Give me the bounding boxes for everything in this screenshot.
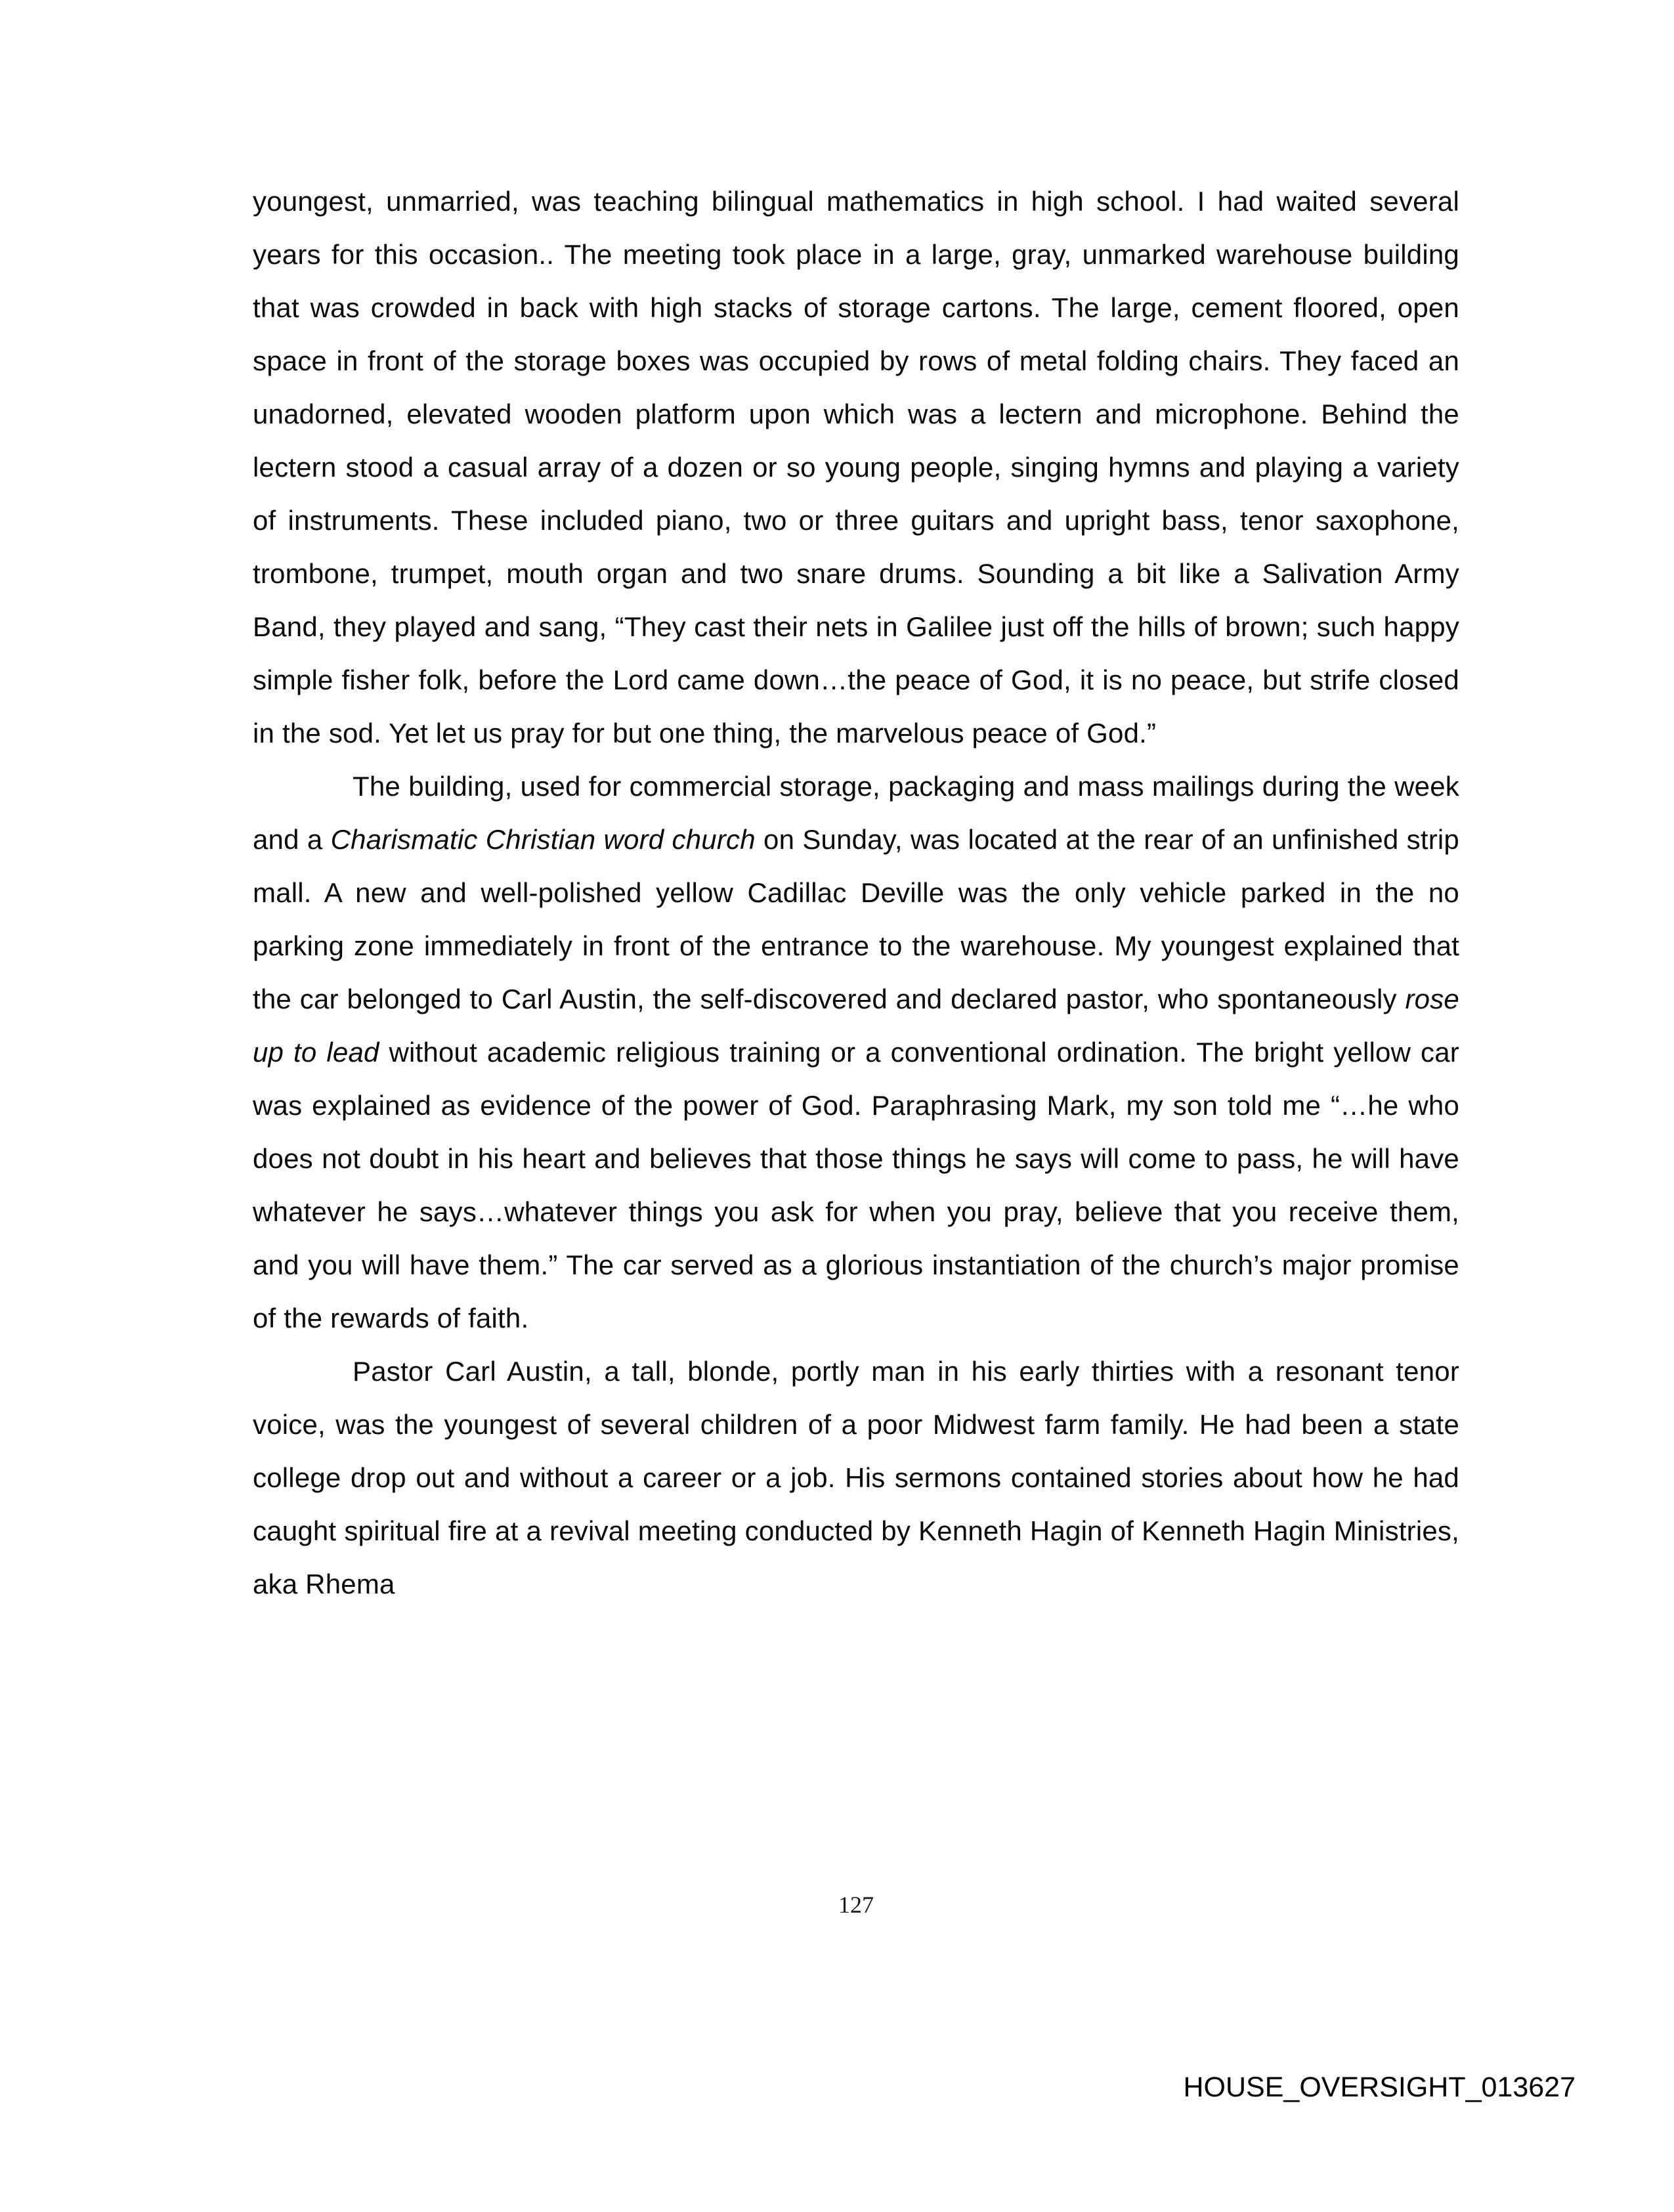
paragraph-2-italic-phrase-2: rose up to lead <box>253 984 1459 1068</box>
page-number: 127 <box>838 1892 874 1918</box>
paragraph-1 <box>253 175 1459 760</box>
paragraph-2-text-a: The building, used for commercial storage, packaging and mass mailings during the week and a <box>253 771 1459 855</box>
paragraph-2-italic-phrase-1: Charismatic Christian word church <box>330 824 756 855</box>
bates-number: HOUSE_OVERSIGHT_013627 <box>1183 2071 1576 2103</box>
paragraph-3 <box>253 1345 1459 1611</box>
paragraph-1-text: youngest, unmarried, was teaching bilingual mathematics in high school. I had waited several years for this occasion.. The meeting took place in a large, gray, unmarked warehouse building that was crowded in back with high stacks of storage cartons. The large, cement floored, open space in front of the storage boxes was occupied by rows of metal folding chairs. They faced an unadorned, elevated wooden platform upon which was a lectern and microphone. Behind the lectern stood a casual array of a dozen or so young people, singing hymns and playing a variety of instruments. These included piano, two or three guitars and upright bass, tenor saxophone, trombone, trumpet, mouth organ and two snare drums. Sounding a bit like a Salivation Army Band, they played and sang, “They cast their nets in Galilee just off the hills of brown; such happy simple fisher folk, before the Lord came down…the peace of God, it is no peace, but strife closed in the sod. Yet let us pray for but one thing, the marvelous peace of God.” <box>253 186 1459 748</box>
paragraph-2-text-b: on Sunday, was located at the rear of an unfinished strip mall. A new and well-polished yellow Cadillac Deville was the only vehicle parked in the no parking zone immediately in front of the entrance to the warehouse. My youngest explained that the car belonged to Carl Austin, the self-discovered and declared pastor, who spontaneously <box>253 824 1459 1014</box>
body-text <box>253 175 1459 1611</box>
paragraph-2 <box>253 760 1459 1345</box>
paragraph-3-text: Pastor Carl Austin, a tall, blonde, portly man in his early thirties with a resonant tenor voice, was the youngest of several children of a poor Midwest farm family. He had been a state college drop out and without a career or a job. His sermons contained stories about how he had caught spiritual fire at a revival meeting conducted by Kenneth Hagin of Kenneth Hagin Ministries, aka Rhema <box>253 1356 1459 1599</box>
paragraph-2-text-c: without academic religious training or a conventional ordination. The bright yellow car was explained as evidence of the power of God. Paraphrasing Mark, my son told me “…he who does not doubt in his heart and believes that those things he says will come to pass, he will have whatever he says…whatever things you ask for when you pray, believe that you receive them, and you will have them.” The car served as a glorious instantiation of the church’s major promise of the rewards of faith. <box>253 1037 1459 1334</box>
